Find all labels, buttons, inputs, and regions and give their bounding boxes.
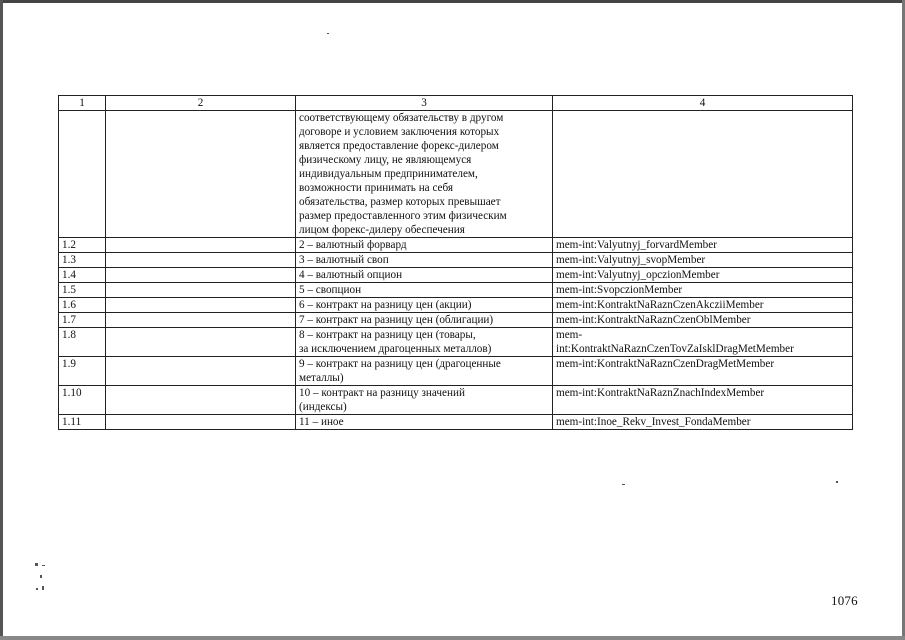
row-description: соответствующему обязательству в другом договоре и условием заключения которых является предоставление форекс-дилером физическому лицу, не являющемуся индивидуальным предпринимателем, возможности принимать на себя обязательства, размер которых превышает размер предоставленного этим физическим лицом форекс-дилеру обеспечения (296, 111, 553, 238)
row-col-2 (106, 111, 296, 238)
table-row (59, 357, 853, 386)
row-member: mem-int:KontraktNaRaznCzenAkcziiMember (553, 298, 853, 313)
table-row (59, 283, 853, 298)
table-row (59, 298, 853, 313)
row-col-2 (106, 415, 296, 430)
table-header-row (59, 96, 853, 111)
row-description: 9 – контракт на разницу цен (драгоценные металлы) (296, 357, 553, 386)
scan-speck (327, 33, 329, 34)
row-col-2 (106, 386, 296, 415)
row-number (59, 111, 106, 238)
row-number: 1.2 (59, 238, 106, 253)
row-description: 3 – валютный своп (296, 253, 553, 268)
table-row (59, 328, 853, 357)
row-number: 1.3 (59, 253, 106, 268)
row-number: 1.10 (59, 386, 106, 415)
row-description: 5 – свопцион (296, 283, 553, 298)
row-description: 6 – контракт на разницу цен (акции) (296, 298, 553, 313)
row-col-2 (106, 283, 296, 298)
row-col-2 (106, 357, 296, 386)
scan-speck (622, 484, 625, 485)
row-member (553, 111, 853, 238)
scan-edge-left (0, 0, 3, 640)
row-member: mem-int:Valyutnyj_svopMember (553, 253, 853, 268)
row-member: mem-int:SvopczionMember (553, 283, 853, 298)
row-description: 10 – контракт на разницу значений (индексы) (296, 386, 553, 415)
scan-speck (35, 563, 38, 566)
scan-speck (36, 588, 38, 590)
row-col-2 (106, 268, 296, 283)
scan-edge-bottom (0, 636, 905, 640)
scan-speck (40, 575, 42, 578)
row-member: mem- int:KontraktNaRaznCzenTovZaIsklDragMetMember (553, 328, 853, 357)
scan-speck (836, 481, 838, 483)
header-col-1: 1 (59, 96, 106, 111)
row-number: 1.4 (59, 268, 106, 283)
header-col-4: 4 (553, 96, 853, 111)
table-row (59, 253, 853, 268)
row-member: mem-int:KontraktNaRaznZnachIndexMember (553, 386, 853, 415)
table-row (59, 313, 853, 328)
page-number: 1076 (831, 593, 858, 608)
row-number: 1.11 (59, 415, 106, 430)
row-description: 11 – иное (296, 415, 553, 430)
mapping-table (58, 95, 853, 430)
table-row (59, 238, 853, 253)
row-number: 1.7 (59, 313, 106, 328)
row-description: 4 – валютный опцион (296, 268, 553, 283)
row-col-2 (106, 238, 296, 253)
table-row (59, 415, 853, 430)
row-description: 7 – контракт на разницу цен (облигации) (296, 313, 553, 328)
header-col-3: 3 (296, 96, 553, 111)
row-number: 1.5 (59, 283, 106, 298)
header-col-2: 2 (106, 96, 296, 111)
row-number: 1.6 (59, 298, 106, 313)
row-col-2 (106, 328, 296, 357)
row-description: 2 – валютный форвард (296, 238, 553, 253)
row-number: 1.9 (59, 357, 106, 386)
table-row (59, 111, 853, 238)
row-member: mem-int:KontraktNaRaznCzenDragMetMember (553, 357, 853, 386)
scan-speck (42, 586, 44, 590)
row-number: 1.8 (59, 328, 106, 357)
scan-edge-top (0, 0, 905, 3)
row-col-2 (106, 298, 296, 313)
row-member: mem-int:KontraktNaRaznCzenOblMember (553, 313, 853, 328)
row-member: mem-int:Valyutnyj_forvardMember (553, 238, 853, 253)
row-col-2 (106, 253, 296, 268)
row-description: 8 – контракт на разницу цен (товары, за исключением драгоценных металлов) (296, 328, 553, 357)
row-member: mem-int:Valyutnyj_opczionMember (553, 268, 853, 283)
row-member: mem-int:Inoe_Rekv_Invest_FondaMember (553, 415, 853, 430)
row-col-2 (106, 313, 296, 328)
scan-speck (42, 565, 45, 566)
table-row (59, 386, 853, 415)
table-row (59, 268, 853, 283)
